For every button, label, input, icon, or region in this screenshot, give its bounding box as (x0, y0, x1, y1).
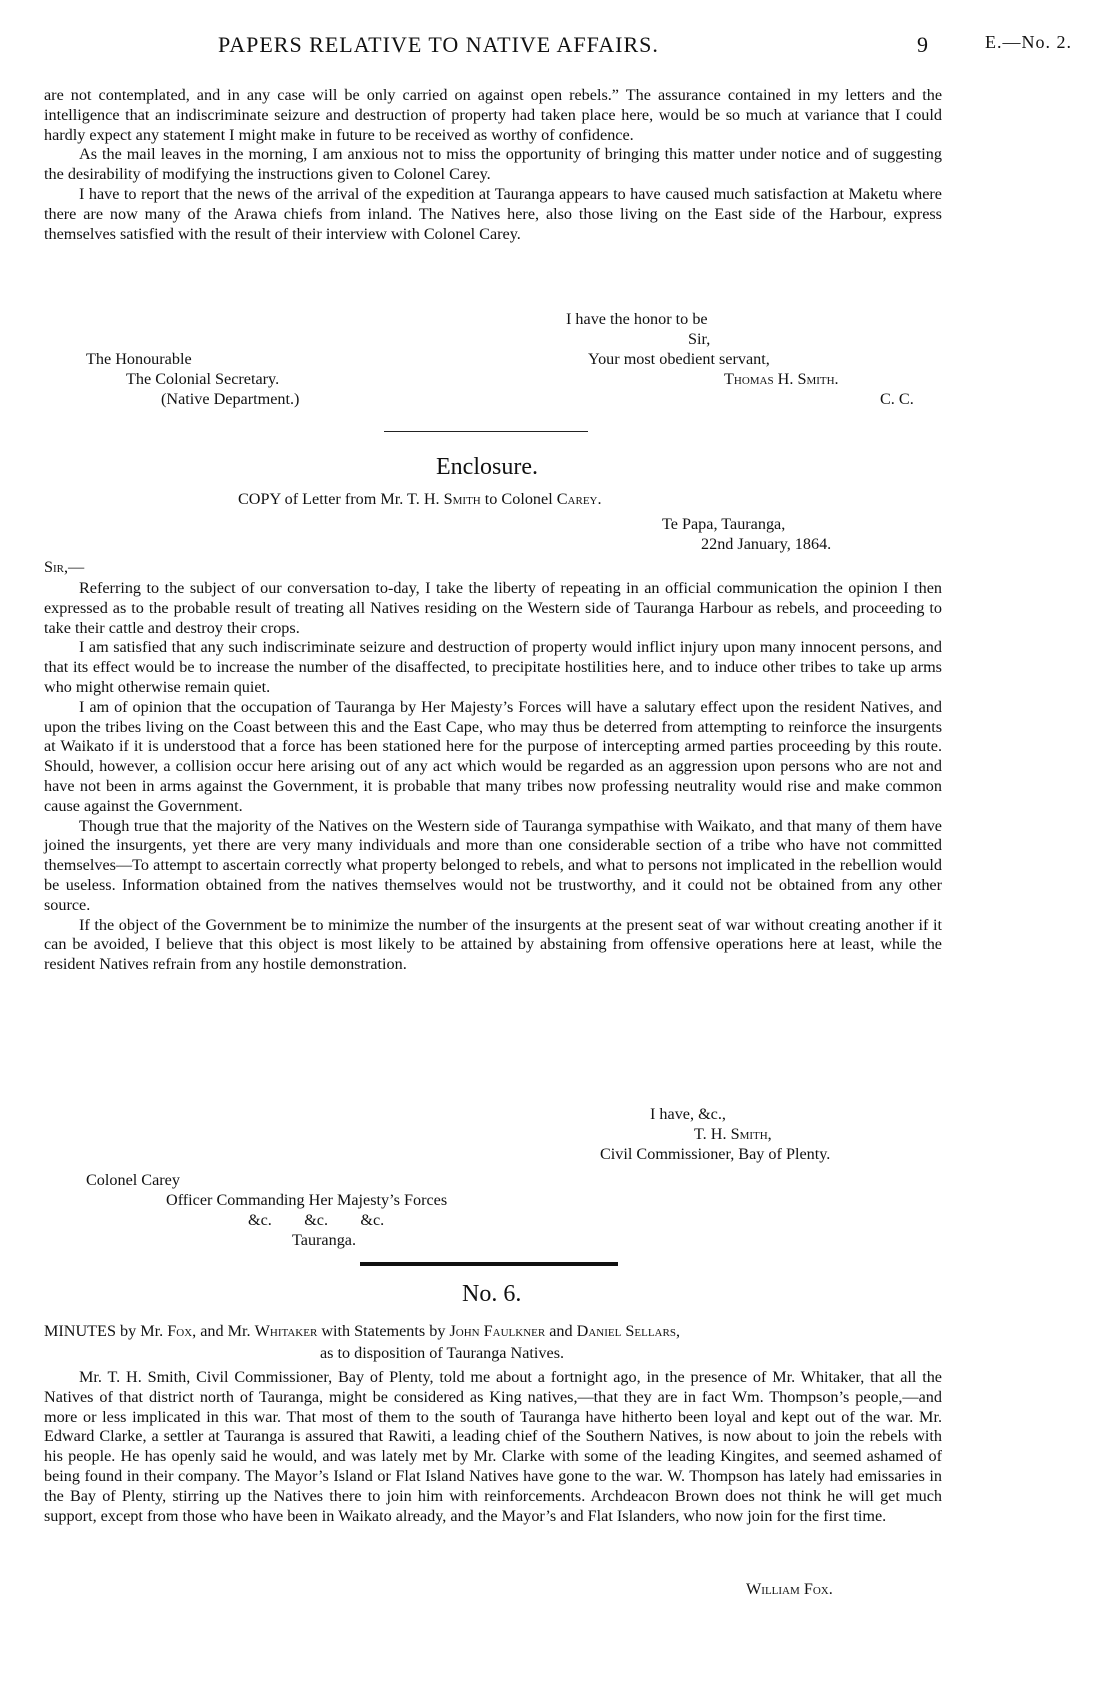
paragraph: Though true that the majority of the Natives on the Western side of Tauranga sympathise with Waikato, and that many of them have joined the insurgents, yet there are very many individuals and more than one considerable section of a tribe who have not committed themselves—To attempt to ascertain correctly what property belonged to rebels, and what to persons not implicated in the rebellion would be useless. Information obtained from the natives themselves would not be trustworthy, and it could not be obtained from any other source. (44, 816, 942, 914)
signature-title: Civil Commissioner, Bay of Plenty. (600, 1145, 831, 1163)
divider (384, 431, 588, 432)
running-header (0, 32, 1114, 62)
letter-continuation (44, 86, 942, 244)
closing-servant: Your most obedient servant, (588, 350, 770, 368)
closing-sir: Sir, (688, 330, 711, 348)
address-line: &c. &c. &c. (248, 1211, 385, 1229)
paragraph: I am satisfied that any such indiscriminate seizure and destruction of property would inflict injury upon many innocent persons, and that its effect would be to increase the number of the disaffected, to precipitate hostilities here, and to induce other tribes to take up arms who might otherwise remain quiet. (44, 638, 942, 696)
address-line: The Colonial Secretary. (126, 370, 280, 388)
signature-title: C. C. (880, 390, 914, 408)
address-line: Officer Commanding Her Majesty’s Forces (166, 1191, 448, 1209)
address-line: The Honourable (86, 350, 192, 368)
document-reference: E.—No. 2. (985, 32, 1072, 52)
letter-place: Te Papa, Tauranga, (662, 515, 786, 533)
section-heading: No. 6. (462, 1281, 522, 1307)
paragraph: I am of opinion that the occupation of Tauranga by Her Majesty’s Forces will have a salutary effect upon the resident Natives, and upon the tribes living on the Coast between this and the East Cape, who may thus be deterred from attempting to reinforce the insurgents at Waikato if it is understood that a force has been stationed here for the purpose of intercepting armed parties proceeding by this route. Should, however, a collision occur here arising out of any act which would be regarded as an aggression upon persons who are not and have not been in arms against the Government, it is probable that many tribes now professing neutrality would rise and make common cause against the Government. (44, 697, 942, 815)
paragraph: If the object of the Government be to minimize the number of the insurgents at the present seat of war without creating another if it can be avoided, I believe that this object is most likely to be attained by abstaining from offensive operations here at least, while the resident Natives refrain from any hostile demonstration. (44, 915, 942, 974)
enclosure-heading: Enclosure. (436, 454, 538, 480)
section-divider (360, 1262, 618, 1266)
paragraph: As the mail leaves in the morning, I am anxious not to miss the opportunity of bringing this matter under notice and of suggesting the desirability of modifying the instructions given to Colonel Carey. (44, 145, 942, 184)
signature: Thomas H. Smith. (724, 370, 839, 388)
paragraph: Mr. T. H. Smith, Civil Commissioner, Bay of Plenty, told me about a fortnight ago, in the presence of Mr. Whitaker, that all the Natives of that district north of Tauranga, might be considered as King natives,—that they are in fact Wm. Thompson’s people,—and more or less implicated in this war. That most of them to the south of Tauranga have hitherto been loyal and kept out of the war. Mr. Edward Clarke, a settler at Tauranga is assured that Rawiti, a leading chief of the Southern Natives, is now about to join the rebels with his people. He has openly said he would, and was lately met by Mr. Clarke with some of the leading Kingites, and seemed ashamed of being found in their company. The Mayor’s Island or Flat Island Natives have gone to the war. W. Thompson has lately had emissaries in the Bay of Plenty, stirring up the Natives there to join him with reinforcements. Archdeacon Brown does not think he will get much support, except from those who have been in Waikato already, and the Mayor’s and Flat Islanders, who now join for the first time. (44, 1368, 942, 1525)
section-subheading-line2: as to disposition of Tauranga Natives. (320, 1344, 565, 1362)
paragraph: I have to report that the news of the arrival of the expedition at Tauranga appears to have caused much satisfaction at Maketu where there are now many of the Arawa chiefs from inland. The Natives here, also those living on the East side of the Harbour, express themselves satisfied with the result of their interview with Colonel Carey. (44, 184, 942, 243)
header-title: PAPERS RELATIVE TO NATIVE AFFAIRS. (218, 32, 659, 57)
enclosure-subheading: COPY of Letter from Mr. T. H. Smith to Colonel Carey. (238, 490, 602, 508)
letter-date: 22nd January, 1864. (701, 535, 832, 553)
signature: William Fox. (746, 1580, 833, 1598)
closing-honor: I have the honor to be (566, 310, 708, 328)
address-line: (Native Department.) (161, 390, 300, 408)
paragraph: are not contemplated, and in any case will be only carried on against open rebels.” The assurance contained in my letters and the intelligence that an indiscriminate seizure and destruction of property had taken place here, would be so much at variance that I could hardly expect any statement I might make in future to be received as worthy of confidence. (44, 86, 942, 144)
page-number: 9 (917, 32, 929, 57)
salutation: Sir,— (44, 558, 85, 576)
address-line: Colonel Carey (86, 1171, 180, 1189)
signature: T. H. Smith, (694, 1125, 772, 1143)
paragraph: Referring to the subject of our conversation to-day, I take the liberty of repeating in an official communication the opinion I then expressed as to the probable result of treating all Natives residing on the Western side of Tauranga Harbour as rebels, and proceeding to take their cattle and destroy their crops. (44, 579, 942, 637)
minutes-body (44, 1368, 942, 1526)
address-line: Tauranga. (292, 1231, 357, 1249)
enclosure-body (44, 579, 942, 975)
section-subheading: MINUTES by Mr. Fox, and Mr. Whitaker with Statements by John Faulkner and Daniel Sellars, (44, 1322, 681, 1340)
closing-line: I have, &c., (650, 1105, 726, 1123)
